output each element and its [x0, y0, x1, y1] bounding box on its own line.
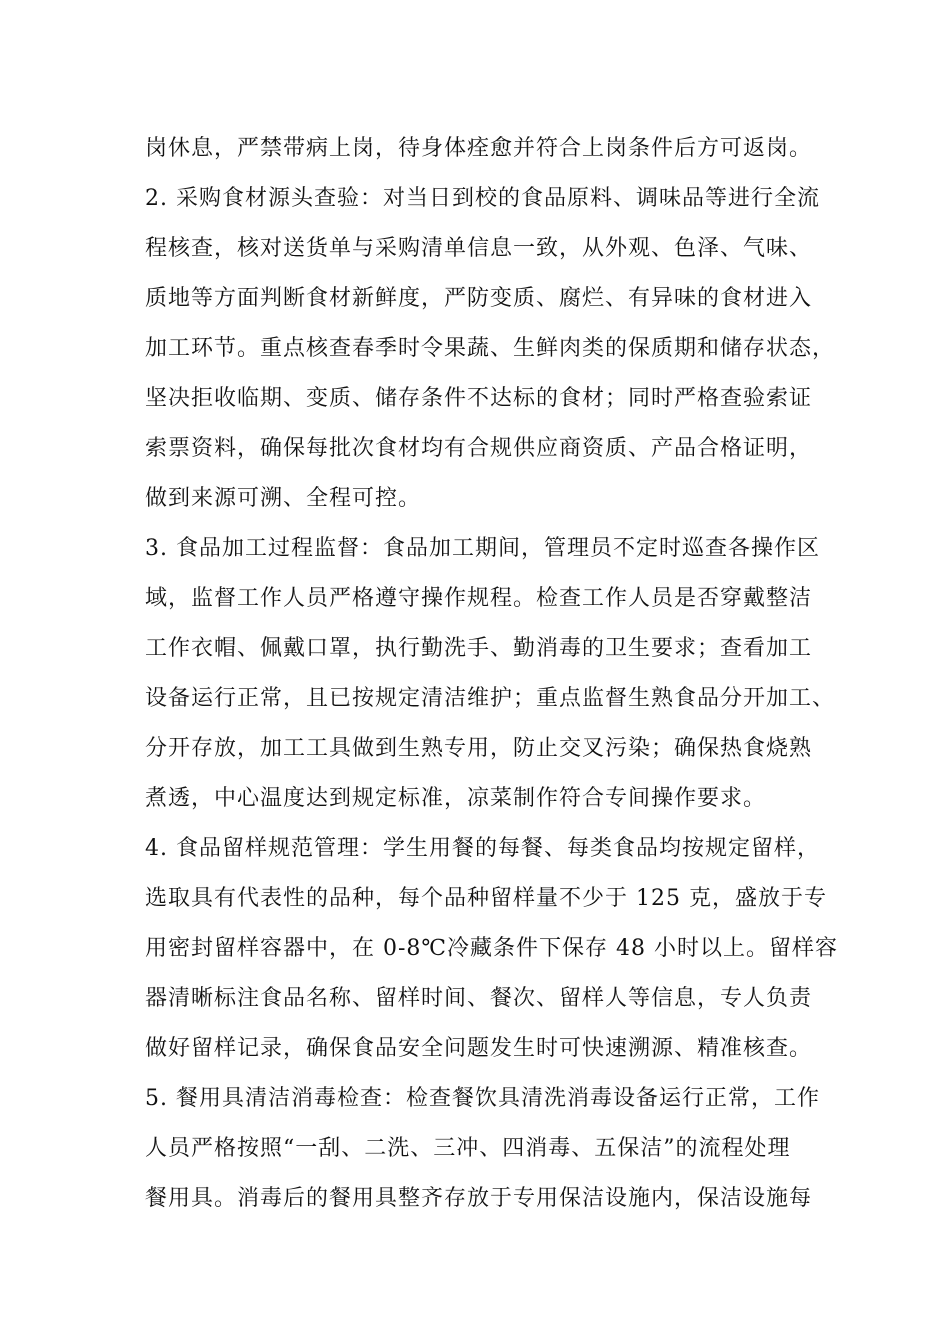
text-line: 用密封留样容器中，在 0-8℃冷藏条件下保存 48 小时以上。留样容	[145, 936, 839, 961]
text-line: 程核查，核对送货单与采购清单信息一致，从外观、色泽、气味、	[145, 236, 813, 261]
text-line: 分开存放，加工工具做到生熟专用，防止交叉污染；确保热食烧熟	[145, 736, 813, 761]
text-line: 岗休息，严禁带病上岗，待身体痊愈并符合上岗条件后方可返岗。	[145, 136, 813, 161]
text-line: 煮透，中心温度达到规定标准，凉菜制作符合专间操作要求。	[145, 786, 767, 811]
text-line: 做到来源可溯、全程可控。	[145, 486, 422, 511]
text-line: 质地等方面判断食材新鲜度，严防变质、腐烂、有异味的食材进入	[145, 286, 813, 311]
text-line: 2. 采购食材源头查验：对当日到校的食品原料、调味品等进行全流	[145, 186, 820, 211]
text-line: 选取具有代表性的品种，每个品种留样量不少于 125 克，盛放于专	[145, 886, 827, 911]
text-line: 坚决拒收临期、变质、储存条件不达标的食材；同时严格查验索证	[145, 386, 813, 411]
text-line: 做好留样记录，确保食品安全问题发生时可快速溯源、精准核查。	[145, 1036, 813, 1061]
text-line: 索票资料，确保每批次食材均有合规供应商资质、产品合格证明，	[145, 436, 813, 461]
text-line: 加工环节。重点核查春季时令果蔬、生鲜肉类的保质期和储存状态，	[145, 336, 836, 361]
text-line: 4. 食品留样规范管理：学生用餐的每餐、每类食品均按规定留样，	[145, 836, 820, 861]
text-line: 器清晰标注食品名称、留样时间、餐次、留样人等信息，专人负责	[145, 986, 813, 1011]
text-line: 餐用具。消毒后的餐用具整齐存放于专用保洁设施内，保洁设施每	[145, 1186, 813, 1211]
text-line: 域，监督工作人员严格遵守操作规程。检查工作人员是否穿戴整洁	[145, 586, 813, 611]
text-line: 设备运行正常，且已按规定清洁维护；重点监督生熟食品分开加工、	[145, 686, 836, 711]
text-line: 人员严格按照“一刮、二洗、三冲、四消毒、五保洁”的流程处理	[145, 1136, 791, 1161]
text-line: 工作衣帽、佩戴口罩，执行勤洗手、勤消毒的卫生要求；查看加工	[145, 636, 813, 661]
text-line: 3. 食品加工过程监督：食品加工期间，管理员不定时巡查各操作区	[145, 536, 820, 561]
text-line: 5. 餐用具清洁消毒检查：检查餐饮具清洗消毒设备运行正常，工作	[145, 1086, 820, 1111]
